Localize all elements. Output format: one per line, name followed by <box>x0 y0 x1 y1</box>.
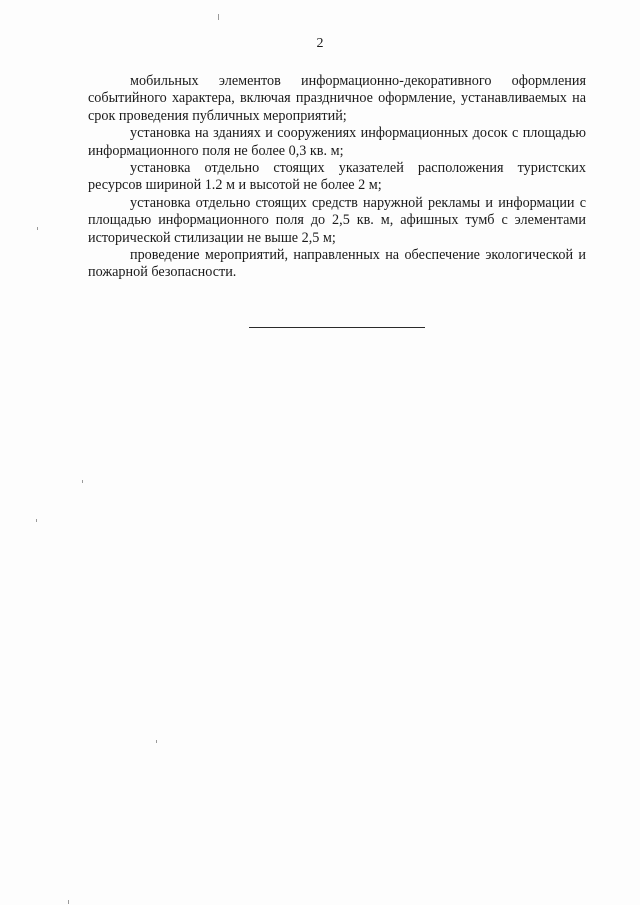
document-body <box>88 73 586 282</box>
scan-speck <box>37 227 38 230</box>
paragraph-info-boards <box>88 125 586 160</box>
scan-speck <box>68 900 69 904</box>
paragraph-text: установка на зданиях и сооружениях информационных досок с площадью информационного поля не более 0,3 кв. м; <box>88 125 586 159</box>
scan-speck <box>156 740 157 743</box>
paragraph-safety-measures <box>88 247 586 282</box>
scan-speck <box>82 480 83 483</box>
paragraph-text: проведение мероприятий, направленных на обеспечение экологической и пожарной безопасности. <box>88 247 586 281</box>
paragraph-text: установка отдельно стоящих средств наружной рекламы и информации с площадью информационного поля до 2,5 кв. м, афишных тумб с элементами исторической стилизации не выше 2,5 м; <box>88 194 586 246</box>
paragraph-mobile-elements <box>88 73 586 125</box>
paragraph-tourist-signs <box>88 160 586 195</box>
scan-speck <box>218 14 219 20</box>
paragraph-text: мобильных элементов информационно-декоративного оформления событийного характера, включая праздничное оформление, устанавливаемых на срок проведения публичных мероприятий; <box>88 73 586 124</box>
scan-speck <box>36 519 37 522</box>
paragraph-text: установка отдельно стоящих указателей расположения туристских ресурсов шириной 1.2 м и высотой не более 2 м; <box>88 160 586 194</box>
end-of-text-rule <box>249 327 425 328</box>
paragraph-outdoor-advertising <box>88 195 586 247</box>
page-number: 2 <box>316 36 324 51</box>
